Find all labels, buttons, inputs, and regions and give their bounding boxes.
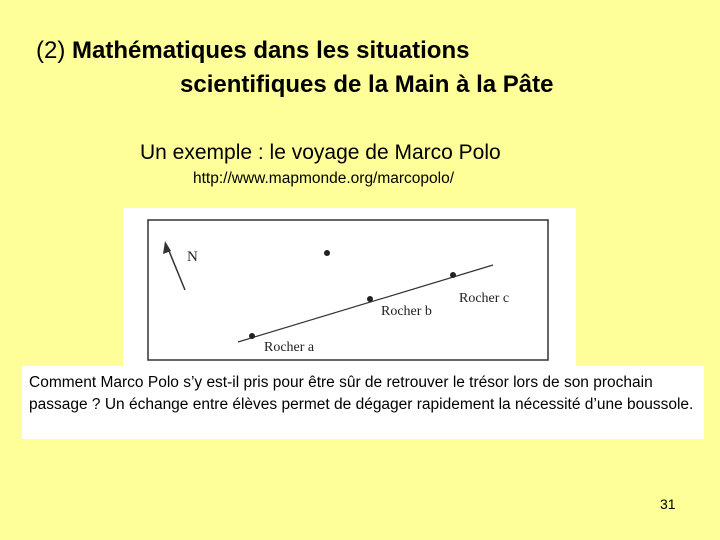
rocks-diagram-svg: [123, 208, 576, 368]
rock-a-label: Rocher a: [264, 340, 315, 355]
explanation-note: Comment Marco Polo s’y est-il pris pour être sûr de retrouver le trésor lors de son prochain passage ? Un échange entre élèves permet de dégager rapidement la nécessité d’une boussole.: [22, 366, 704, 439]
title-number: (2): [36, 37, 66, 64]
title-text-1: Mathématiques dans les situations: [72, 37, 470, 64]
north-label: N: [187, 249, 198, 265]
rock-b-dot: [367, 296, 373, 302]
treasure-dot: [324, 250, 330, 256]
slide-title-line-1: [36, 37, 469, 65]
rocks-diagram: [123, 208, 576, 368]
rock-b-label: Rocher b: [381, 304, 432, 319]
diagram-frame: [148, 220, 548, 360]
subtitle: Un exemple : le voyage de Marco Polo: [140, 141, 501, 164]
north-arrow-icon: [167, 246, 185, 290]
source-url: http://www.mapmonde.org/marcopolo/: [193, 170, 455, 187]
page-number: 31: [660, 496, 676, 512]
rock-a-dot: [249, 333, 255, 339]
rock-c-dot: [450, 272, 456, 278]
rock-c-label: Rocher c: [459, 291, 510, 306]
slide-title-line-2: scientifiques de la Main à la Pâte: [180, 71, 554, 98]
